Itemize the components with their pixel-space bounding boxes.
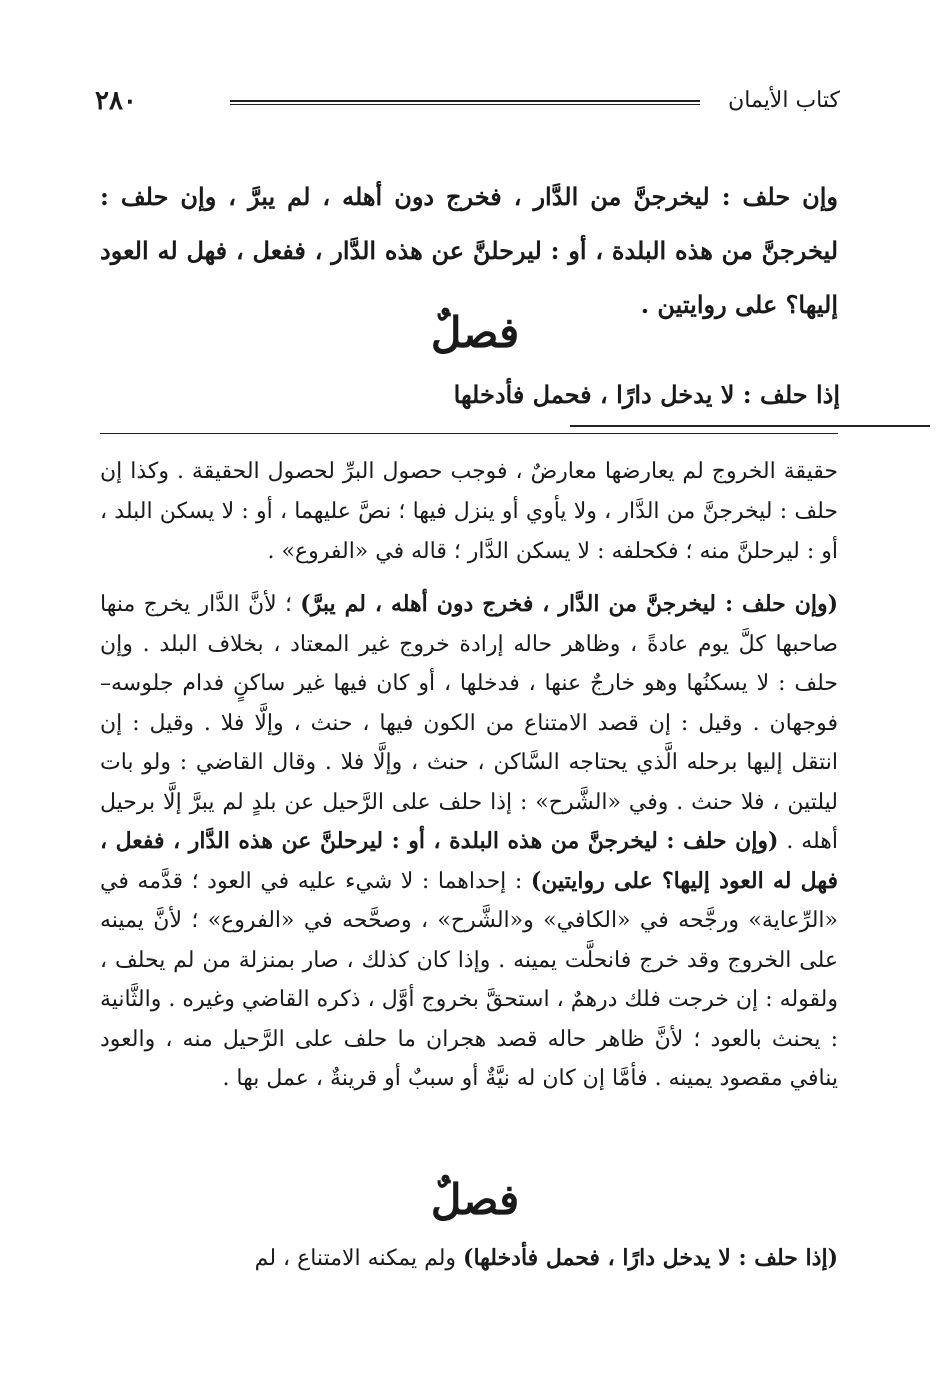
section-subheading: إذا حلف : لا يدخل دارًا ، فحمل فأدخلها	[453, 380, 840, 409]
commentary-paragraph: حقيقة الخروج لم يعارضها معارضٌ ، فوجب حصول البرِّ لحصول الحقيقة . وكذا إن حلف : ليخرجنَّ من الدَّار ، ولا يأوي أو ينزل فيها ؛ نصَّ عليهما ، أو : لا يسكن البلد ، أو : ليرحلنَّ منه ؛ فكحلفه : لا يسكن الدَّار ؛ قاله في «الفروع» .	[100, 459, 838, 564]
commentary-paragraph	[100, 585, 838, 1099]
section-title: فصلٌ	[430, 308, 520, 357]
quoted-matn: (إذا حلف : لا يدخل دارًا ، فحمل فأدخلها)	[463, 1245, 838, 1271]
header-rule	[230, 100, 700, 102]
commentary-text: : إحداهما : لا شيء عليه في العود ؛ قدَّمه في «الرِّعاية» ورجَّحه في «الكافي» و«الشَّرح» ، وصحَّحه في «الفروع» ؛ لأنَّ يمينه على الخروج وقد خرج فانحلَّت يمينه . وإذا كان كذلك ، صار بمنزلة من لم يحلف ، ولقوله : إن خرجت فلك درهمٌ ، استحقَّ بخروج أوَّل ، ذكره القاضي وغيره . والثَّانية : يحنث بالعود ؛ لأنَّ ظاهر حاله قصد هجران ما حلف على الرَّحيل منه ، والعود ينافي مقصود يمينه . فأمَّا إن كان له نيَّةٌ أو سببٌ أو قرينةٌ ، عمل بها .	[100, 868, 838, 1091]
header-rule-thin	[230, 104, 700, 105]
book-title: كتاب الأيمان	[728, 88, 840, 113]
section-title: فصلٌ	[430, 1175, 520, 1224]
quoted-matn: (وإن حلف : ليخرجنَّ من الدَّار ، فخرج دون أهله ، لم يبرَّ)	[300, 591, 838, 617]
quoted-matn: (وإن حلف : ليخرجنَّ من هذه البلدة ، أو : ليرحلنَّ عن هذه الدَّار ، ففعل ، فهل له العود إليها؟ على روايتين)	[100, 828, 839, 894]
subheading-underline	[570, 425, 930, 427]
commentary-paragraph	[100, 1238, 838, 1279]
commentary-text: ولم يمكنه الامتناع ، لم	[254, 1246, 464, 1271]
page-header	[95, 86, 840, 122]
matn-text: وإن حلف : ليخرجنَّ من الدَّار ، فخرج دون أهله ، لم يبرَّ ، وإن حلف : ليخرجنَّ من هذه البلدة ، أو : ليرحلنَّ عن هذه الدَّار ، ففعل ، فهل له العود إليها؟ على روايتين .	[100, 182, 838, 319]
matn-separator-rule	[100, 433, 838, 434]
page-number: ٢٨٠	[95, 86, 137, 116]
commentary-text: ؛ لأنَّ الدَّار يخرج منها صاحبها كلَّ يوم عادةً ، وظاهر حاله إرادة خروج غير المعتاد ، بخلاف البلد . وإن حلف : لا يسكنُها وهو خارجٌ عنها ، فدخلها ، أو كان فيها غير ساكنٍ فدام جلوسه– فوجهان . وقيل : إن قصد الامتناع من الكون فيها ، حنث ، وإلَّا فلا . وقيل : إن انتقل إليها برحله الَّذي يحتاجه السَّاكن ، حنث ، وإلَّا فلا . وقال القاضي : ولو بات ليلتين ، فلا حنث . وفي «الشَّرح» : إذا حلف على الرَّحيل عن بلدٍ لم يبرَّ إلَّا برحيل أهله .	[100, 592, 839, 854]
